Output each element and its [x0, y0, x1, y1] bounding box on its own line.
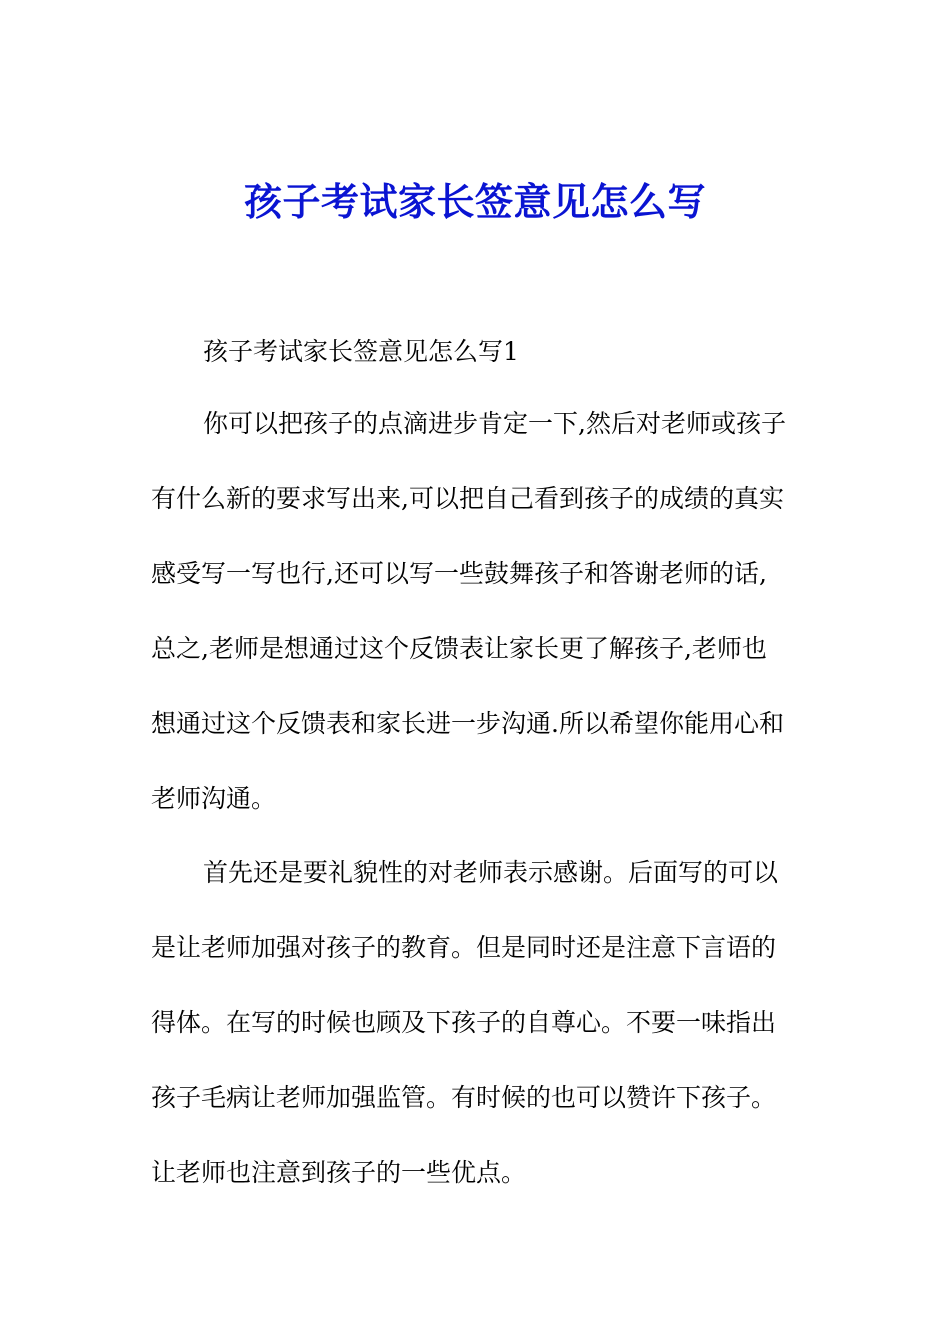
paragraph-line: 得体。在写的时候也顾及下孩子的自尊心。不要一味指出: [151, 1008, 777, 1037]
paragraph-1: [151, 386, 811, 836]
paragraph-line: 是让老师加强对孩子的教育。但是同时还是注意下言语的: [151, 933, 777, 962]
document-title: 孩子考试家长签意见怎么写: [243, 179, 706, 224]
paragraph-line: 总之,老师是想通过这个反馈表让家长更了解孩子,老师也: [151, 634, 767, 663]
paragraph-line: 老师沟通。: [151, 784, 277, 813]
paragraph-line: 你可以把孩子的点滴进步肯定一下,然后对老师或孩子: [203, 409, 786, 438]
section-heading: 孩子考试家长签意见怎么写1: [203, 337, 519, 366]
paragraph-line: 想通过这个反馈表和家长进一步沟通.所以希望你能用心和: [151, 709, 784, 738]
paragraph-line: 让老师也注意到孩子的一些优点。: [151, 1158, 527, 1187]
paragraph-line: 首先还是要礼貌性的对老师表示感谢。后面写的可以: [203, 858, 779, 887]
paragraph-line: 孩子毛病让老师加强监管。有时候的也可以赞许下孩子。: [151, 1083, 777, 1112]
paragraph-2: [151, 835, 811, 1210]
paragraph-line: 有什么新的要求写出来,可以把自己看到孩子的成绩的真实: [151, 484, 784, 513]
paragraph-line: 感受写一写也行,还可以写一些鼓舞孩子和答谢老师的话,: [151, 559, 767, 588]
